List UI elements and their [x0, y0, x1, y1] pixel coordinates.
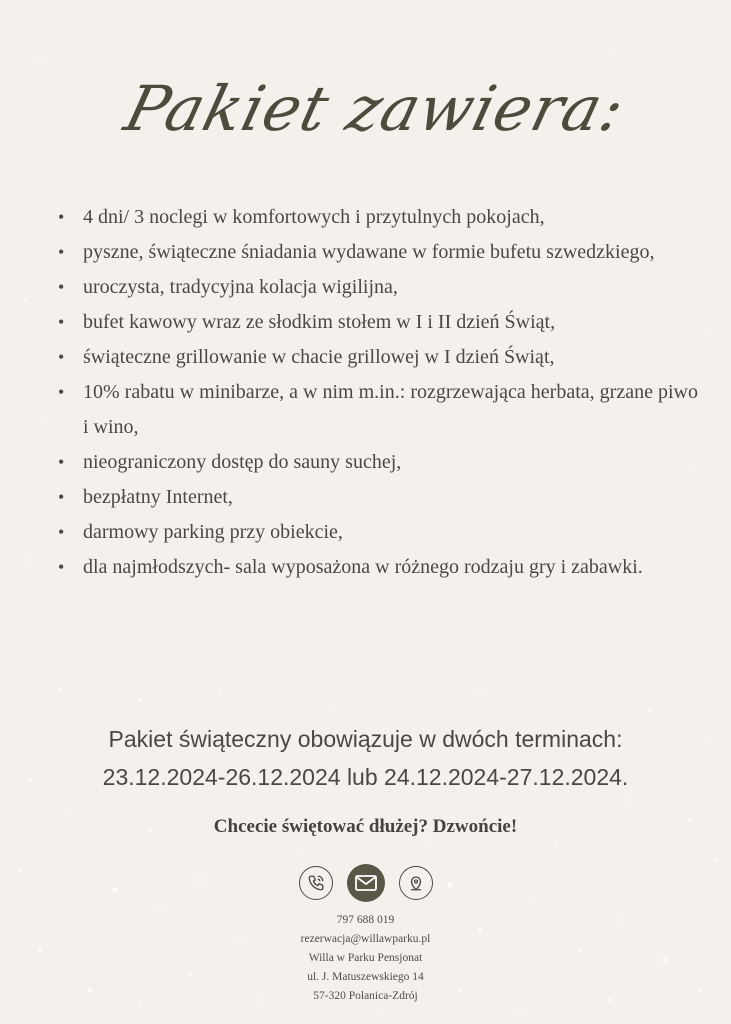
phone-icon[interactable]: [299, 866, 333, 900]
list-item: • uroczysta, tradycyjna kolacja wigilijna,: [56, 270, 698, 305]
list-item: • świąteczne grillowanie w chacie grillowej w I dzień Świąt,: [56, 340, 698, 375]
page-title: [0, 72, 731, 182]
phone-number[interactable]: 797 688 019: [336, 914, 395, 926]
street-address: ul. J. Matuszewskiego 14: [307, 971, 424, 983]
list-item: • nieograniczony dostęp do sauny suchej,: [56, 445, 698, 480]
page-title-text: Pakiet zawiera:: [118, 72, 633, 145]
list-item: • 4 dni/ 3 noclegi w komfortowych i przytulnych pokojach,: [56, 200, 698, 235]
contact-icons: [0, 862, 731, 904]
location-pin-icon[interactable]: [399, 866, 433, 900]
list-item: • bufet kawowy wraz ze słodkim stołem w I i II dzień Świąt,: [56, 305, 698, 340]
business-name: Willa w Parku Pensjonat: [308, 952, 423, 964]
terms-line-1: Pakiet świąteczny obowiązuje w dwóch terminach:: [108, 726, 623, 752]
list-item: • dla najmłodszych- sala wyposażona w różnego rodzaju gry i zabawki.: [56, 550, 698, 585]
city-address: 57-320 Polanica-Zdrój: [313, 990, 418, 1002]
contact-details: [0, 911, 731, 1006]
call-to-action: Chcecie świętować dłużej? Dzwońcie!: [213, 816, 518, 837]
package-items-list: [56, 200, 698, 585]
list-item: • 10% rabatu w minibarze, a w nim m.in.: rozgrzewająca herbata, grzane piwo i wino,: [56, 375, 698, 445]
list-item: • darmowy parking przy obiekcie,: [56, 515, 698, 550]
mail-icon[interactable]: [347, 864, 385, 902]
validity-terms: [0, 720, 731, 796]
terms-dates: 23.12.2024-26.12.2024 lub 24.12.2024-27.12.2024.: [102, 764, 629, 790]
email-address[interactable]: rezerwacja@willawparku.pl: [300, 933, 431, 945]
list-item: • bezpłatny Internet,: [56, 480, 698, 515]
list-item: • pyszne, świąteczne śniadania wydawane w formie bufetu szwedzkiego,: [56, 235, 698, 270]
